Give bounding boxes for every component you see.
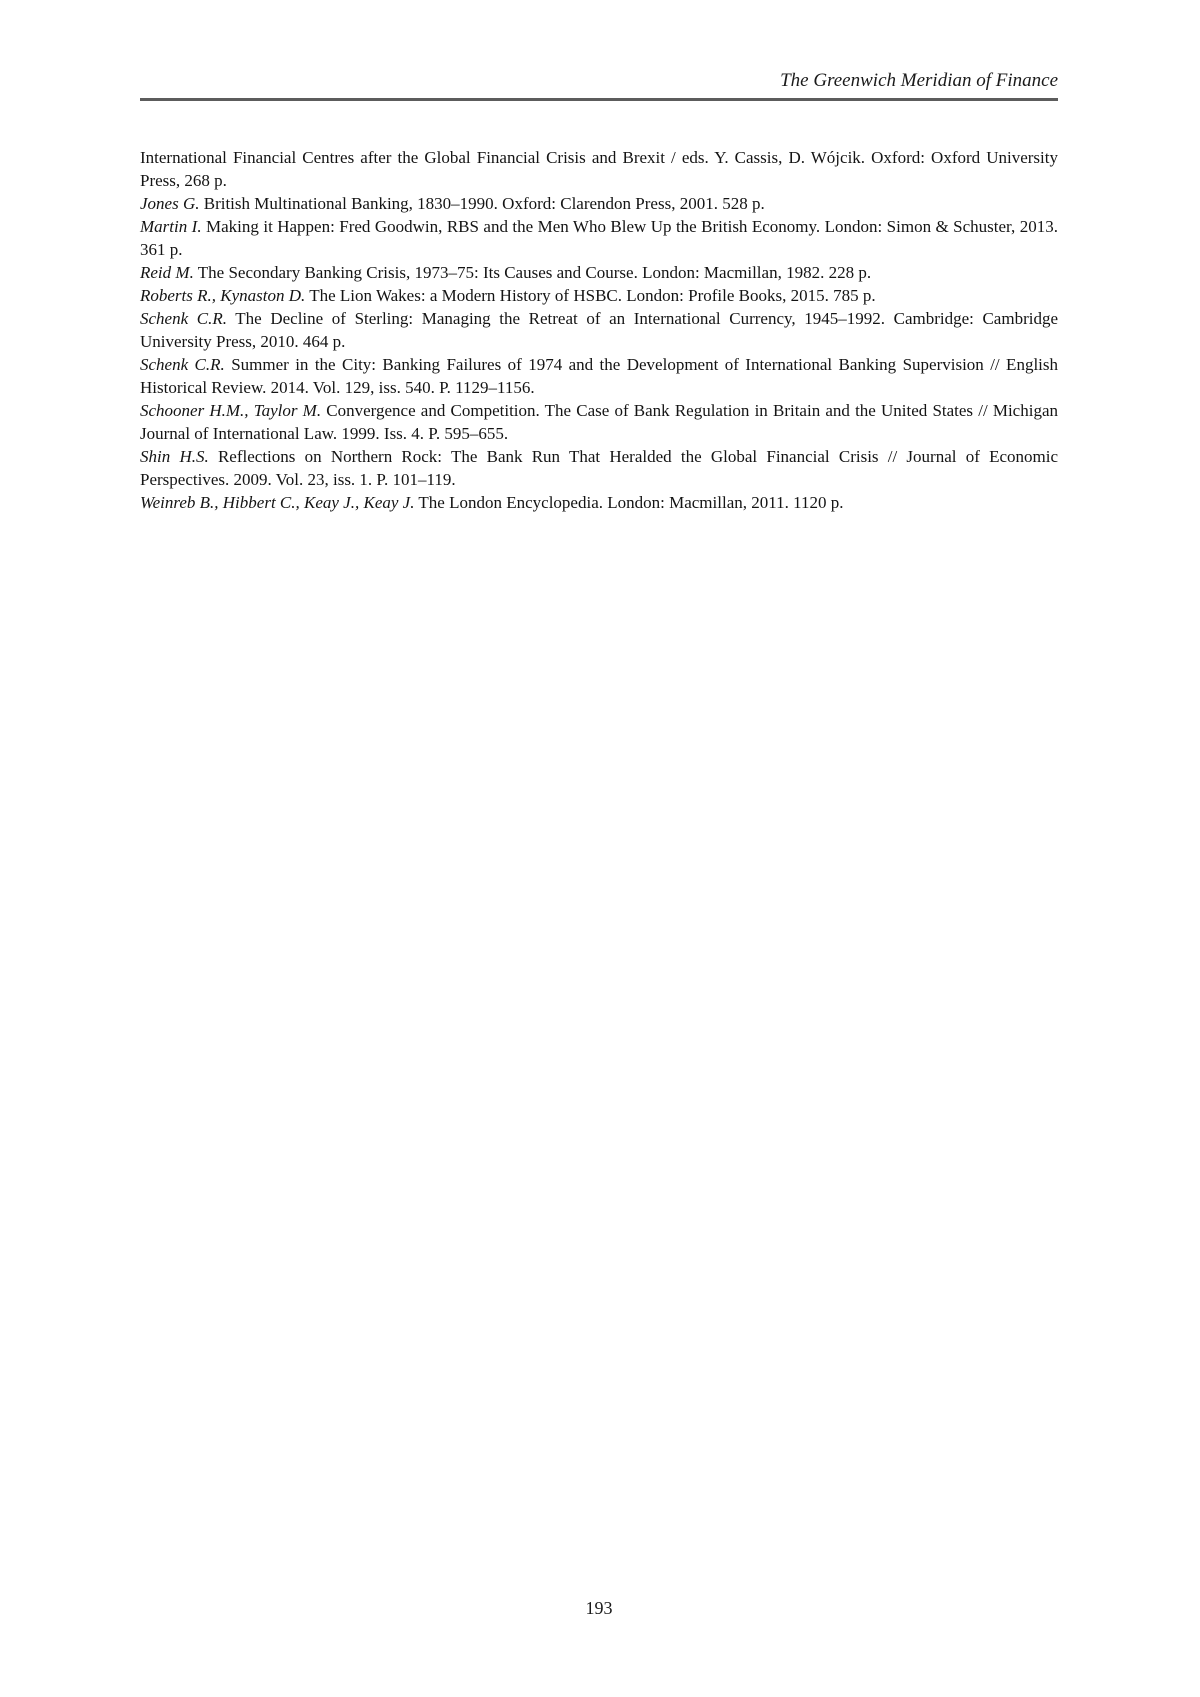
page-column: [140, 0, 1058, 514]
running-title: The Greenwich Meridian of Finance: [780, 70, 1058, 91]
references-list: [140, 146, 1058, 514]
reference-entry: [140, 261, 1058, 284]
reference-authors: Martin I.: [140, 217, 202, 236]
reference-text: The Secondary Banking Crisis, 1973–75: Its Causes and Course. London: Macmillan, 1982. 228 p.: [193, 263, 872, 282]
reference-text: British Multinational Banking, 1830–1990. Oxford: Clarendon Press, 2001. 528 p.: [199, 194, 765, 213]
reference-text: International Financial Centres after the Global Financial Crisis and Brexit / eds. Y. Cassis, D. Wójcik. Oxford: Oxford University Press, 268 p.: [140, 148, 1058, 190]
reference-entry: [140, 307, 1058, 353]
reference-authors: Shin H.S.: [140, 447, 209, 466]
reference-text: The London Encyclopedia. London: Macmillan, 2011. 1120 p.: [414, 493, 844, 512]
reference-entry: [140, 353, 1058, 399]
reference-entry: [140, 192, 1058, 215]
reference-text: The Decline of Sterling: Managing the Retreat of an International Currency, 1945–1992. Cambridge: Cambridge University Press, 2010. 464 p.: [140, 309, 1059, 351]
page-footer: [140, 1598, 1058, 1619]
page-number: 193: [585, 1598, 613, 1618]
reference-authors: Weinreb B., Hibbert C., Keay J., Keay J.: [140, 493, 415, 512]
reference-entry: [140, 399, 1058, 445]
reference-entry: [140, 445, 1058, 491]
reference-authors: Schooner H.M., Taylor M.: [140, 401, 322, 420]
reference-entry: [140, 215, 1058, 261]
reference-authors: Roberts R., Kynaston D.: [140, 286, 306, 305]
running-header: [140, 0, 1058, 101]
reference-authors: Jones G.: [140, 194, 200, 213]
reference-entry: [140, 146, 1058, 192]
reference-entry: [140, 491, 1058, 514]
reference-text: The Lion Wakes: a Modern History of HSBC. London: Profile Books, 2015. 785 p.: [305, 286, 876, 305]
reference-text: Summer in the City: Banking Failures of 1974 and the Development of International Banking Supervision // English Historical Review. 2014. Vol. 129, iss. 540. P. 1129–1156.: [140, 355, 1059, 397]
reference-authors: Reid M.: [140, 263, 194, 282]
reference-text: Reflections on Northern Rock: The Bank Run That Heralded the Global Financial Crisis // Journal of Economic Perspectives. 2009. Vol. 23, iss. 1. P. 101–119.: [140, 447, 1059, 489]
header-rule: [140, 98, 1058, 101]
reference-text: Convergence and Competition. The Case of Bank Regulation in Britain and the United States // Michigan Journal of International Law. 1999. Iss. 4. P. 595–655.: [140, 401, 1058, 443]
reference-authors: Schenk C.R.: [140, 309, 227, 328]
reference-text: Making it Happen: Fred Goodwin, RBS and the Men Who Blew Up the British Economy. London: Simon & Schuster, 2013. 361 p.: [140, 217, 1058, 259]
reference-entry: [140, 284, 1058, 307]
reference-authors: Schenk C.R.: [140, 355, 225, 374]
